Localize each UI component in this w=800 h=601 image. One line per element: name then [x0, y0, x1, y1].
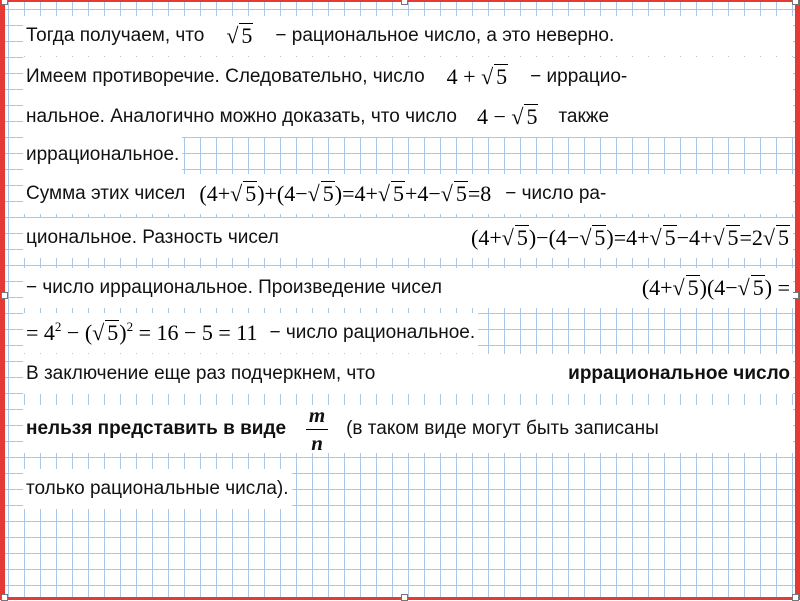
formula-sqrt5: √ 5 [226, 23, 253, 48]
text-line-6 [23, 218, 793, 258]
text-segment: иррациональное. [26, 144, 180, 165]
text-line-1 [23, 16, 793, 56]
text-line-5 [23, 174, 793, 214]
resize-handle-left[interactable] [1, 292, 8, 299]
formula-product-result: = $4^2$ − (√ 5)$^2$ = 16 − 5 = 11 [26, 319, 258, 345]
resize-handle-top[interactable] [401, 0, 408, 5]
text-line-3 [23, 97, 793, 137]
text-line-11 [23, 469, 292, 509]
resize-handle-top-left[interactable] [1, 0, 8, 5]
text-line-4 [23, 135, 182, 175]
resize-handle-right[interactable] [792, 292, 799, 299]
text-segment: В заключение еще раз подчеркнем, что [26, 363, 376, 384]
text-segment: также [558, 106, 610, 127]
text-segment: − число иррациональное. Произведение чисел [26, 277, 442, 298]
text-segment: − число рациональное. [269, 322, 476, 343]
text-segment: Сумма этих чисел [26, 183, 186, 204]
fraction-m-over-n [306, 402, 328, 455]
formula-product: (4+√ 5)(4−√ 5) = [641, 275, 790, 300]
text-segment: − рациональное число, а это неверно. [275, 25, 615, 46]
fraction-numerator: m [308, 402, 326, 427]
formula-sum: (4+√ 5)+(4−√ 5)=4+√ 5+4−√ 5=8 [199, 181, 492, 206]
text-segment: только рациональные числа). [26, 478, 289, 499]
text-segment: нальное. Аналогично можно доказать, что число [26, 106, 457, 127]
text-line-9 [23, 354, 793, 394]
text-segment: − число ра- [505, 183, 607, 204]
text-line-8 [23, 313, 478, 353]
text-segment: Тогда получаем, что [26, 25, 205, 46]
text-segment: циональное. Разность чисел [26, 227, 279, 248]
emphasis-text: нельзя представить в виде [26, 418, 287, 439]
text-line-10 [23, 402, 793, 455]
text-line-2 [23, 57, 793, 97]
resize-handle-top-right[interactable] [792, 0, 799, 5]
fraction-denominator: n [311, 430, 323, 455]
formula-4-minus-sqrt5: 4 − √ 5 [476, 104, 538, 129]
text-line-7 [23, 268, 793, 308]
emphasis-text: иррациональное число [568, 363, 790, 384]
text-segment: (в таком виде могут быть записаны [346, 418, 659, 439]
text-segment: Имеем противоречие. Следовательно, число [26, 66, 425, 87]
text-segment: − иррацио- [530, 66, 628, 87]
formula-difference: (4+√ 5)−(4−√ 5)=4+√ 5−4+√ 5=2√ 5 [471, 225, 789, 250]
formula-4-plus-sqrt5: 4 + √ 5 [446, 64, 508, 89]
